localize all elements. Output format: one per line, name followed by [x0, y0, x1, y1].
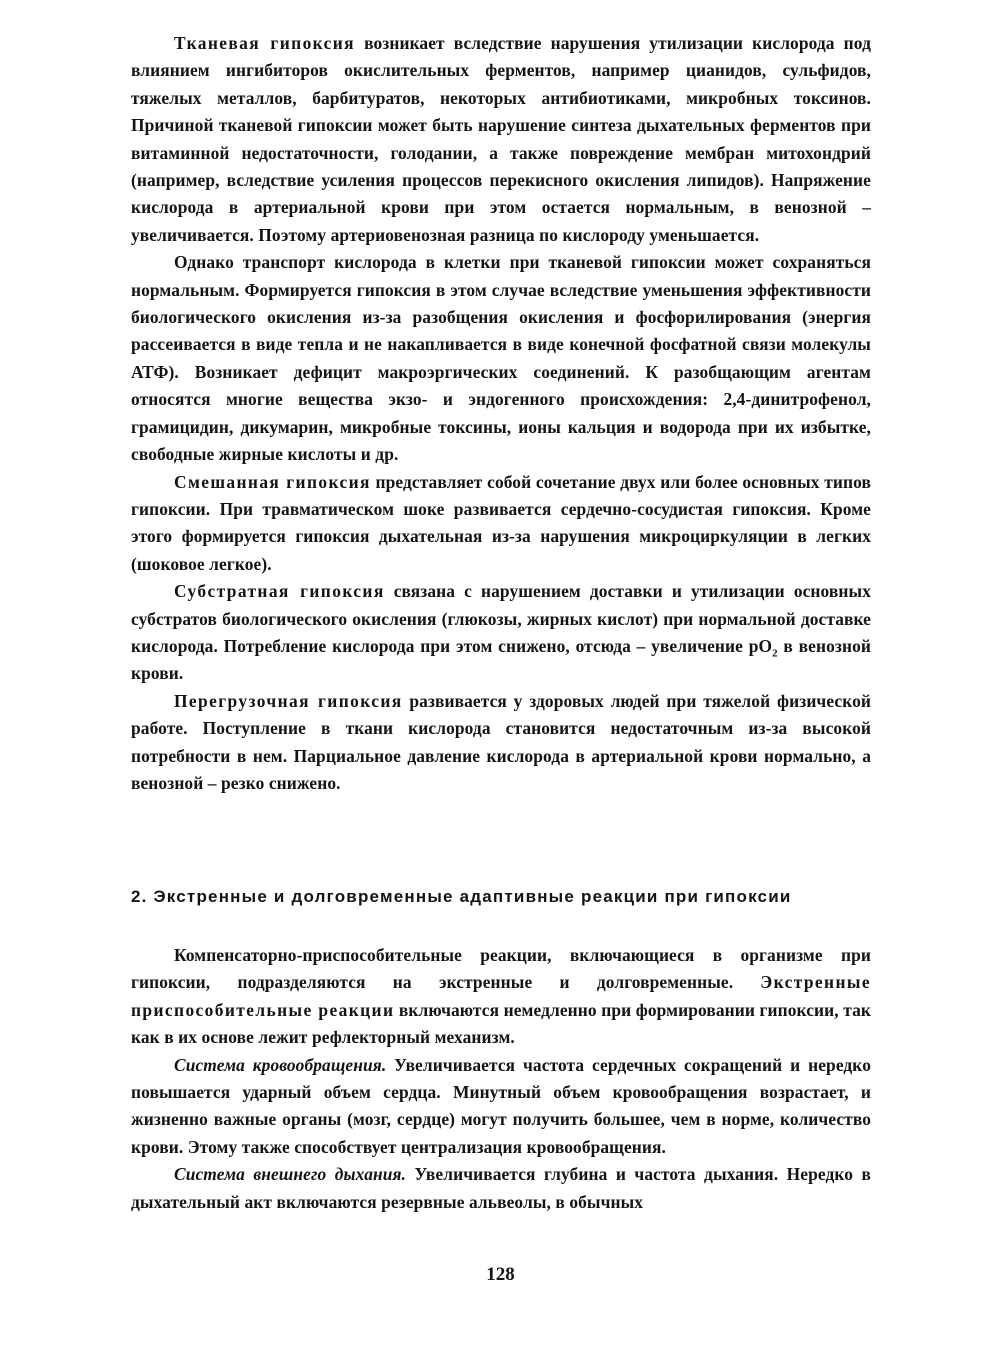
- paragraph-text-tail: в венозной крови.: [131, 635, 871, 684]
- paragraph-text: Увеличивается глубина и частота дыхания. Нередко в дыхательный акт включаются резервные альвеолы, в обычных: [131, 1164, 872, 1212]
- paragraph-text: развивается у здоровых людей при тяжелой физической работе. Поступление в ткани кислорода становится недостаточным из-за высокой потребности в нем. Парциальное давление кислорода в артериальной крови нормально, а венозной – резко снижено.: [131, 690, 872, 793]
- term-substrate-hypoxia: Субстратная гипоксия: [174, 581, 385, 602]
- paragraph-substrate-hypoxia: [131, 578, 871, 688]
- term-mixed-hypoxia: Смешанная гипоксия: [174, 471, 371, 492]
- paragraph-circulation: [131, 1052, 871, 1162]
- paragraph-text: Однако транспорт кислорода в клетки при тканевой гипоксии может сохраняться нормальным. Формируется гипоксия в этом случае вследствие уменьшения эффективности биологического окисления из-за разобщения окисления и фосфорилирования (энергия рассеивается в виде тепла и не накапливается в виде конечной фосфатной связи молекулы АТФ). Возникает дефицит макроэргических соединений. К разобщающим агентам относятся многие вещества экзо- и эндогенного происхождения: 2,4-динитрофенол, грамицидин, дикумарин, микробные токсины, ионы кальция и водорода при их избытке, свободные жирные кислоты и др.: [131, 252, 871, 465]
- term-emergency-reactions: Экстренные приспособительные реакции: [131, 972, 871, 1020]
- section-heading: 2. Экстренные и долговременные адаптивные реакции при гипоксии: [131, 887, 792, 906]
- term-circulation: Система кровообращения.: [174, 1054, 387, 1075]
- paragraph-text: Увеличивается частота сердечных сокращений и нередко повышается ударный объем сердца. Минутный объем кровообращения возрастает, и жизненно важные органы (мозг, сердце) могут получить большее, чем в норме, количество крови. Этому также способствует централизация кровообращения.: [131, 1054, 871, 1157]
- term-respiration: Система внешнего дыхания.: [174, 1164, 407, 1185]
- paragraph-adaptive-reactions: [131, 942, 871, 1052]
- paragraph-text: представляет собой сочетание двух или более основных типов гипоксии. При травматическом шоке развивается сердечно-сосудистая гипоксия. Кроме этого формируется гипоксия дыхательная из-за нарушения микроциркуляции в легких (шоковое легкое).: [131, 471, 871, 574]
- paragraph-uncoupling: [131, 249, 871, 468]
- term-tissue-hypoxia: Тканевая гипоксия: [174, 33, 355, 53]
- paragraph-text: связана с нарушением доставки и утилизации основных субстратов биологического окисления (глюкозы, жирных кислот) при нормальной доставке кислорода. Потребление кислорода при этом снижено, отсюда – увеличение pO: [131, 581, 871, 656]
- paragraph-text: Компенсаторно-приспособительные реакции, включающиеся в организме при гипоксии, подразделяются на экстренные и долговременные.: [131, 945, 871, 993]
- paragraph-respiration: [131, 1161, 871, 1216]
- page-number: 128: [486, 1264, 515, 1285]
- subscript-2: 2: [772, 647, 778, 660]
- term-overload-hypoxia: Перегрузочная гипоксия: [174, 690, 403, 711]
- paragraph-text: возникает вследствие нарушения утилизации кислорода под влиянием ингибиторов окислительных ферментов, например цианидов, сульфидов, тяжелых металлов, барбитуратов, некоторых антибиотиками, микробных токсинов. Причиной тканевой гипоксии может быть нарушение синтеза дыхательных ферментов при витаминной недостаточности, голодании, а также повреждение мембран митохондрий (например, вследствие усиления процессов перекисного окисления липидов). Напряжение кислорода в артериальной крови при этом остается нормальным, в венозной – увеличивается. Поэтому артериовенозная разница по кислороду уменьшается.: [131, 33, 871, 245]
- paragraph-tissue-hypoxia: [131, 30, 871, 249]
- paragraph-overload-hypoxia: [131, 688, 871, 798]
- paragraph-mixed-hypoxia: [131, 469, 871, 579]
- paragraph-text-tail: включаются немедленно при формировании гипоксии, так как в их основе лежит рефлекторный механизм.: [131, 999, 871, 1048]
- section-2-body: [131, 942, 871, 1216]
- section-1-body: [131, 30, 871, 797]
